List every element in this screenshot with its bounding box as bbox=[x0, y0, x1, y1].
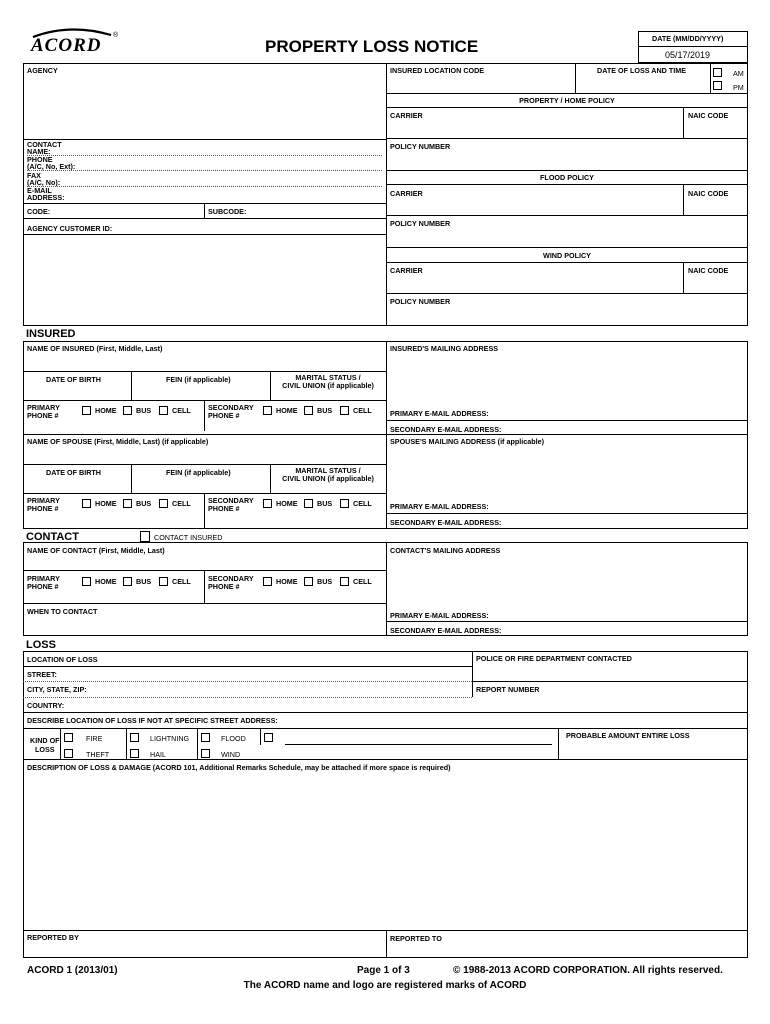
hail-checkbox[interactable] bbox=[130, 749, 139, 758]
theft-checkbox[interactable] bbox=[64, 749, 73, 758]
agency-customer-id-label: AGENCY CUSTOMER ID: bbox=[27, 224, 113, 233]
form-id: ACORD 1 (2013/01) bbox=[27, 965, 118, 976]
cell-label: CELL bbox=[353, 406, 372, 415]
spouse-fein-label: FEIN (if applicable) bbox=[166, 468, 231, 477]
home-label: HOME bbox=[276, 406, 298, 415]
street-label: STREET: bbox=[27, 670, 57, 679]
trademark-notice: The ACORD name and logo are registered marks of ACORD bbox=[243, 980, 527, 991]
wind-label: WIND bbox=[221, 750, 241, 759]
contact-mailing-label: CONTACT'S MAILING ADDRESS bbox=[390, 546, 501, 555]
insured-primary-email-label: PRIMARY E-MAIL ADDRESS: bbox=[390, 409, 489, 418]
loss-section-title: LOSS bbox=[26, 639, 56, 651]
bus-label: BUS bbox=[317, 406, 333, 415]
pm-label: PM bbox=[733, 83, 744, 92]
registered-mark: ® bbox=[113, 32, 119, 39]
home-label: HOME bbox=[95, 499, 117, 508]
insured-primary-bus-checkbox[interactable] bbox=[123, 406, 132, 415]
contact-primary-bus-checkbox[interactable] bbox=[123, 577, 132, 586]
contact-name-label: NAME OF CONTACT (First, Middle, Last) bbox=[27, 546, 165, 555]
contact-secondary-home-checkbox[interactable] bbox=[263, 577, 272, 586]
home-label: HOME bbox=[276, 499, 298, 508]
contact-primary-email-label: PRIMARY E-MAIL ADDRESS: bbox=[390, 611, 489, 620]
lightning-checkbox[interactable] bbox=[130, 733, 139, 742]
contact-insured-checkbox[interactable] bbox=[140, 531, 150, 542]
flood-policy-number-label: POLICY NUMBER bbox=[390, 219, 451, 228]
phone-label: PHONE (A/C, No, Ext): bbox=[27, 155, 76, 171]
spouse-primary-email-label: PRIMARY E-MAIL ADDRESS: bbox=[390, 502, 489, 511]
insured-location-code-label: INSURED LOCATION CODE bbox=[390, 66, 485, 75]
insured-dob-label: DATE OF BIRTH bbox=[46, 375, 101, 384]
page-title: PROPERTY LOSS NOTICE bbox=[265, 37, 479, 56]
insured-marital-label: MARITAL STATUS / CIVIL UNION (if applicable) bbox=[282, 373, 374, 390]
agency-label: AGENCY bbox=[27, 66, 58, 75]
contact-secondary-phone-label: SECONDARY PHONE # bbox=[208, 574, 254, 591]
am-label: AM bbox=[733, 69, 744, 78]
country-label: COUNTRY: bbox=[27, 701, 65, 710]
contact-primary-phone-label: PRIMARY PHONE # bbox=[27, 574, 60, 591]
property-policy-number-label: POLICY NUMBER bbox=[390, 142, 451, 151]
wind-naic-label: NAIC CODE bbox=[688, 266, 729, 275]
insured-secondary-phone-label: SECONDARY PHONE # bbox=[208, 403, 254, 420]
spouse-secondary-cell-checkbox[interactable] bbox=[340, 499, 349, 508]
when-to-contact-label: WHEN TO CONTACT bbox=[27, 607, 98, 616]
wind-policy-label: WIND POLICY bbox=[543, 251, 591, 260]
flood-naic-label: NAIC CODE bbox=[688, 189, 729, 198]
date-label: DATE (MM/DD/YYYY) bbox=[652, 34, 724, 43]
subcode-label: SUBCODE: bbox=[208, 207, 247, 216]
flood-carrier-label: CARRIER bbox=[390, 189, 423, 198]
fire-label: FIRE bbox=[86, 734, 103, 743]
contact-secondary-email-label: SECONDARY E-MAIL ADDRESS: bbox=[390, 626, 502, 635]
wind-checkbox[interactable] bbox=[201, 749, 210, 758]
contact-insured-label: CONTACT INSURED bbox=[154, 533, 223, 542]
date-of-loss-label: DATE OF LOSS AND TIME bbox=[597, 66, 687, 75]
kind-of-loss-label: KIND OF LOSS bbox=[30, 736, 60, 754]
cell-label: CELL bbox=[172, 406, 191, 415]
acord-logo bbox=[25, 25, 120, 59]
contact-primary-home-checkbox[interactable] bbox=[82, 577, 91, 586]
spouse-secondary-phone-label: SECONDARY PHONE # bbox=[208, 496, 254, 513]
flood-checkbox[interactable] bbox=[201, 733, 210, 742]
wind-carrier-label: CARRIER bbox=[390, 266, 423, 275]
insured-secondary-cell-checkbox[interactable] bbox=[340, 406, 349, 415]
reported-to-label: REPORTED TO bbox=[390, 934, 442, 943]
spouse-name-label: NAME OF SPOUSE (First, Middle, Last) (if applicable) bbox=[27, 437, 209, 446]
home-label: HOME bbox=[95, 577, 117, 586]
spouse-primary-phone-label: PRIMARY PHONE # bbox=[27, 496, 60, 513]
spouse-secondary-bus-checkbox[interactable] bbox=[304, 499, 313, 508]
bus-label: BUS bbox=[136, 499, 152, 508]
wind-policy-number-label: POLICY NUMBER bbox=[390, 297, 451, 306]
insured-primary-home-checkbox[interactable] bbox=[82, 406, 91, 415]
bus-label: BUS bbox=[317, 577, 333, 586]
reported-by-label: REPORTED BY bbox=[27, 933, 79, 942]
police-fire-label: POLICE OR FIRE DEPARTMENT CONTACTED bbox=[476, 654, 632, 663]
flood-label: FLOOD bbox=[221, 734, 246, 743]
spouse-primary-home-checkbox[interactable] bbox=[82, 499, 91, 508]
insured-primary-phone-label: PRIMARY PHONE # bbox=[27, 403, 60, 420]
report-number-label: REPORT NUMBER bbox=[476, 685, 540, 694]
date-value[interactable]: 05/17/2019 bbox=[665, 50, 711, 60]
lightning-label: LIGHTNING bbox=[150, 734, 190, 743]
page-number: Page 1 of 3 bbox=[357, 965, 410, 976]
email-label: E-MAIL ADDRESS: bbox=[27, 186, 65, 202]
pm-checkbox[interactable] bbox=[713, 81, 722, 90]
home-label: HOME bbox=[95, 406, 117, 415]
home-label: HOME bbox=[276, 577, 298, 586]
insured-name-label: NAME OF INSURED (First, Middle, Last) bbox=[27, 344, 163, 353]
bus-label: BUS bbox=[136, 577, 152, 586]
contact-name-label: CONTACT NAME: bbox=[27, 140, 62, 156]
spouse-marital-label: MARITAL STATUS / CIVIL UNION (if applicable) bbox=[282, 466, 374, 483]
insured-secondary-home-checkbox[interactable] bbox=[263, 406, 272, 415]
insured-fein-label: FEIN (if applicable) bbox=[166, 375, 231, 384]
bus-label: BUS bbox=[317, 499, 333, 508]
spouse-dob-label: DATE OF BIRTH bbox=[46, 468, 101, 477]
city-state-zip-label: CITY, STATE, ZIP: bbox=[27, 685, 87, 694]
property-home-policy-label: PROPERTY / HOME POLICY bbox=[519, 96, 615, 105]
fax-label: FAX (A/C, No): bbox=[27, 171, 61, 187]
insured-primary-cell-checkbox[interactable] bbox=[159, 406, 168, 415]
cell-label: CELL bbox=[172, 577, 191, 586]
spouse-primary-cell-checkbox[interactable] bbox=[159, 499, 168, 508]
flood-policy-label: FLOOD POLICY bbox=[540, 173, 594, 182]
hail-label: HAIL bbox=[150, 750, 166, 759]
probable-amount-label: PROBABLE AMOUNT ENTIRE LOSS bbox=[566, 731, 690, 740]
cell-label: CELL bbox=[172, 499, 191, 508]
bus-label: BUS bbox=[136, 406, 152, 415]
code-label: CODE: bbox=[27, 207, 51, 216]
description-of-loss-label: DESCRIPTION OF LOSS & DAMAGE (ACORD 101, Additional Remarks Schedule, may be attached if more space is required) bbox=[27, 763, 451, 772]
cell-label: CELL bbox=[353, 499, 372, 508]
cell-label: CELL bbox=[353, 577, 372, 586]
spouse-secondary-email-label: SECONDARY E-MAIL ADDRESS: bbox=[390, 518, 502, 527]
describe-location-label: DESCRIBE LOCATION OF LOSS IF NOT AT SPECIFIC STREET ADDRESS: bbox=[27, 716, 278, 725]
property-naic-label: NAIC CODE bbox=[688, 111, 729, 120]
am-checkbox[interactable] bbox=[713, 68, 722, 77]
insured-secondary-bus-checkbox[interactable] bbox=[304, 406, 313, 415]
contact-secondary-bus-checkbox[interactable] bbox=[304, 577, 313, 586]
location-of-loss-label: LOCATION OF LOSS bbox=[27, 655, 98, 664]
contact-section-title: CONTACT bbox=[26, 531, 79, 543]
contact-primary-cell-checkbox[interactable] bbox=[159, 577, 168, 586]
property-carrier-label: CARRIER bbox=[390, 111, 423, 120]
fire-checkbox[interactable] bbox=[64, 733, 73, 742]
insured-secondary-email-label: SECONDARY E-MAIL ADDRESS: bbox=[390, 425, 502, 434]
spouse-primary-bus-checkbox[interactable] bbox=[123, 499, 132, 508]
theft-label: THEFT bbox=[86, 750, 110, 759]
other-kind-checkbox[interactable] bbox=[264, 733, 273, 742]
logo-text: ACORD bbox=[31, 35, 102, 56]
spouse-mailing-label: SPOUSE'S MAILING ADDRESS (if applicable) bbox=[390, 437, 544, 446]
copyright: © 1988-2013 ACORD CORPORATION. All rights reserved. bbox=[453, 965, 723, 976]
insured-mailing-label: INSURED'S MAILING ADDRESS bbox=[390, 344, 499, 353]
insured-section-title: INSURED bbox=[26, 328, 76, 340]
spouse-secondary-home-checkbox[interactable] bbox=[263, 499, 272, 508]
contact-secondary-cell-checkbox[interactable] bbox=[340, 577, 349, 586]
